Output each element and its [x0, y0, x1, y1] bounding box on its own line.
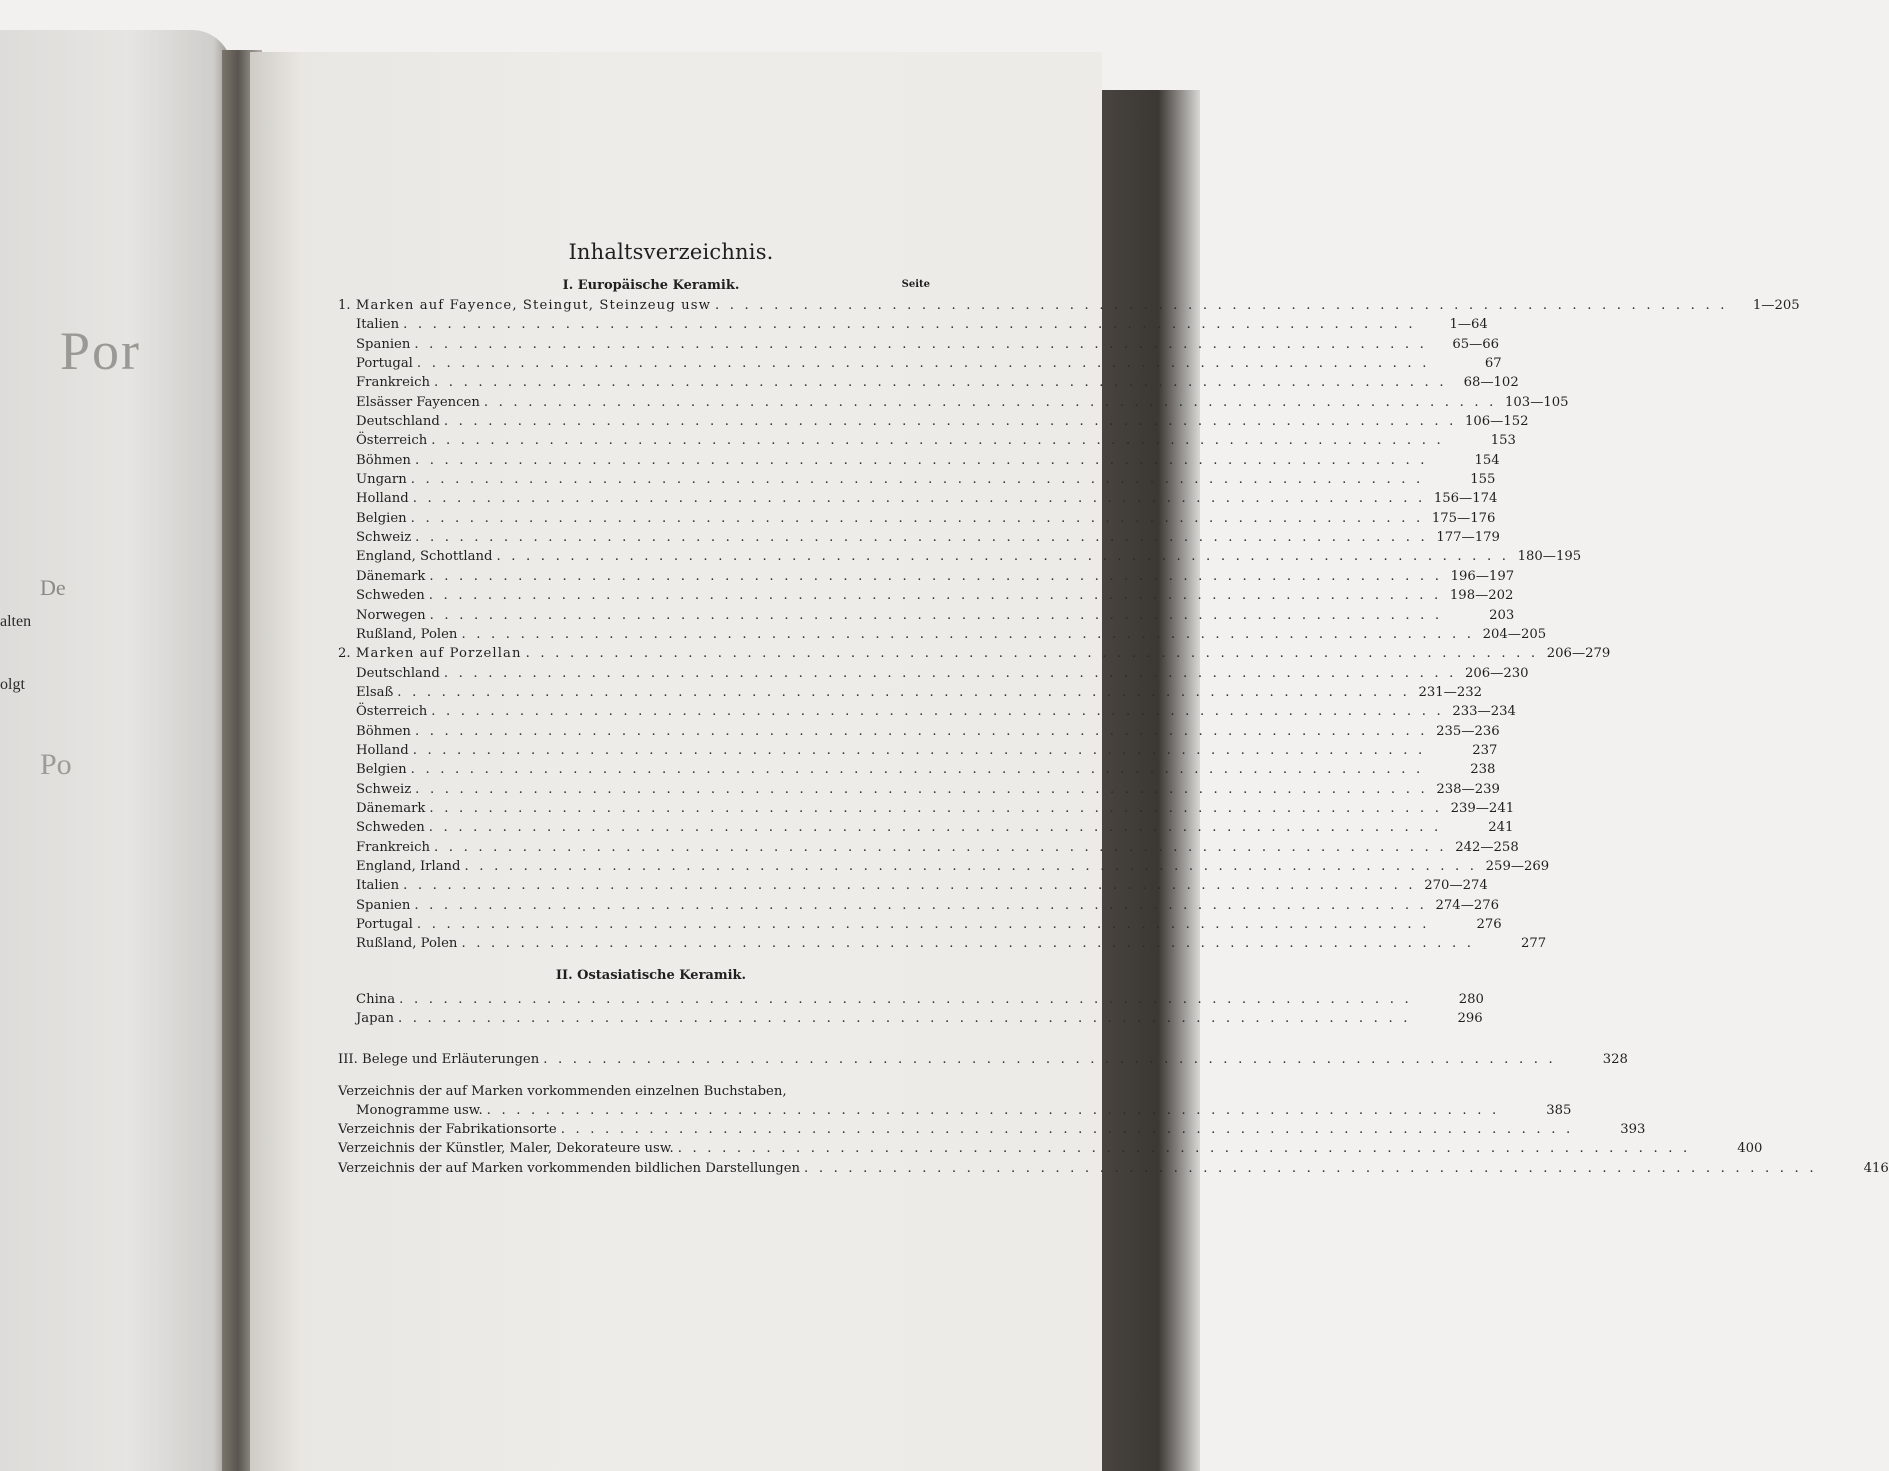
toc-entry-pages: 328: [1602, 1052, 1628, 1068]
toc-entry-pages: 156—174: [1433, 491, 1498, 507]
toc-entry-row: [338, 762, 1496, 781]
toc-entry-label: Rußland, Polen: [356, 626, 458, 642]
toc-entry-row: [338, 723, 1500, 743]
toc-entry-label: Schweiz: [356, 781, 412, 797]
dot-leader: . . . . . . . . . . . . . . . . . . . . . . . . . . . . . . . . . . . . . . . . . . . . . . . . . . . . . . . . . . . . . . . . . . . . .: [428, 820, 1442, 836]
toc-entry-label: Schweden: [356, 820, 425, 836]
dot-leader: . . . . . . . . . . . . . . . . . . . . . . . . . . . . . . . . . . . . . . . . . . . . . . . . . . . . . . . . . . . . . . . . . . . . .: [483, 394, 1497, 410]
toc-entry-pages: 155: [1470, 472, 1496, 488]
toc-entry-row: [338, 375, 1519, 394]
toc-entry-row: [338, 1160, 1889, 1180]
toc-entry-label: Frankreich: [356, 375, 431, 391]
section-entries: [338, 665, 1550, 956]
toc-entry-row: [338, 991, 1484, 1011]
toc-entry-label: Verzeichnis der Fabrikationsorte: [338, 1122, 557, 1138]
toc-entry-label: Holland: [356, 491, 409, 507]
toc-entry-label: Spanien: [356, 897, 411, 913]
toc-entry-row: [338, 491, 1498, 510]
toc-entry-row: [338, 472, 1496, 491]
toc-entry-label: Böhmen: [356, 452, 411, 468]
table-of-contents: [338, 240, 1889, 1180]
toc-entry-row: [338, 549, 1582, 568]
left-page-fragment: Por: [60, 321, 142, 381]
toc-entry-row: [338, 1052, 1628, 1071]
toc-entry-row: [338, 336, 1500, 356]
toc-entry-row: [338, 820, 1514, 839]
dot-leader: . . . . . . . . . . . . . . . . . . . . . . . . . . . . . . . . . . . . . . . . . . . . . . . . . . . . . . . . . . . . . . . . . . . . .: [496, 549, 1510, 565]
toc-entry-pages: 180—195: [1517, 549, 1582, 565]
dot-leader: . . . . . . . . . . . . . . . . . . . . . . . . . . . . . . . . . . . . . . . . . . . . . . . . . . . . . . . . . . . . . . . . . . . . .: [416, 356, 1430, 372]
toc-entry-label: Verzeichnis der auf Marken vorkommenden einzelnen Buchstaben,: [338, 1083, 787, 1099]
toc-entry-pages: 1—205: [1752, 298, 1800, 313]
section-number: 1.: [338, 298, 351, 313]
toc-entry-label: Elsaß: [356, 684, 394, 700]
dot-leader: . . . . . . . . . . . . . . . . . . . . . . . . . . . . . . . . . . . . . . . . . . . . . . . . . . . . . . . . . . . . . . . . . . . . .: [403, 878, 1416, 894]
toc-entry-label: Belgien: [356, 510, 407, 526]
left-page: [0, 30, 232, 1471]
toc-entry-pages: 231—232: [1418, 684, 1482, 700]
toc-entry-label: Portugal: [356, 917, 413, 932]
toc-entry-label: Monogramme usw.: [356, 1102, 483, 1118]
section-entries: [338, 991, 1484, 1031]
toc-entry-row: [338, 1141, 1763, 1160]
section-number: 2.: [338, 646, 351, 662]
toc-entry-pages: 238—239: [1436, 781, 1500, 797]
dot-leader: . . . . . . . . . . . . . . . . . . . . . . . . . . . . . . . . . . . . . . . . . . . . . . . . . . . . . . . . . . . . . . . . . . . . .: [525, 646, 1539, 662]
toc-entry-label: Norwegen: [356, 607, 426, 623]
dot-leader: . . . . . . . . . . . . . . . . . . . . . . . . . . . . . . . . . . . . . . . . . . . . . . . . . . . . . . . . . . . . . . . . . . . . .: [412, 491, 1426, 507]
toc-entry-pages: 106—152: [1465, 414, 1529, 430]
dot-leader: . . . . . . . . . . . . . . . . . . . . . . . . . . . . . . . . . . . . . . . . . . . . . . . . . . . . . . . . . . . . . . . . . . . . .: [486, 1102, 1500, 1118]
toc-entry-label: Verzeichnis der Künstler, Maler, Dekorateure usw.: [338, 1141, 674, 1157]
toc-entry-row: [338, 1122, 1646, 1141]
dot-leader: . . . . . . . . . . . . . . . . . . . . . . . . . . . . . . . . . . . . . . . . . . . . . . . . . . . . . . . . . . . . . . . . . . . . .: [434, 375, 1447, 391]
toc-entry-row: [338, 394, 1569, 414]
toc-entry-row: [338, 356, 1502, 375]
toc-entry-label: Rußland, Polen: [356, 936, 458, 952]
toc-entry-label: Böhmen: [356, 723, 411, 739]
toc-entry-row: [338, 936, 1547, 955]
toc-entry-label: Schweden: [356, 588, 425, 604]
toc-entry-pages: 206—279: [1546, 646, 1611, 662]
toc-entry-pages: 277: [1520, 936, 1547, 952]
toc-entry-label: Schweiz: [356, 530, 412, 546]
toc-entry-row: [338, 704, 1516, 723]
dot-leader: . . . . . . . . . . . . . . . . . . . . . . . . . . . . . . . . . . . . . . . . . . . . . . . . . . . . . . . . . . . . . . . . . . . . .: [429, 607, 1443, 623]
dot-leader: . . . . . . . . . . . . . . . . . . . . . . . . . . . . . . . . . . . . . . . . . . . . . . . . . . . . . . . . . . . . . . . . . . . . .: [443, 665, 1457, 681]
toc-entry-pages: 385: [1546, 1102, 1572, 1118]
toc-entry-label: Verzeichnis der auf Marken vorkommenden bildlichen Darstellungen: [338, 1160, 801, 1176]
dot-leader: . . . . . . . . . . . . . . . . . . . . . . . . . . . . . . . . . . . . . . . . . . . . . . . . . . . . . . . . . . . . . . . . . . . . .: [397, 684, 1410, 700]
dot-leader: . . . . . . . . . . . . . . . . . . . . . . . . . . . . . . . . . . . . . . . . . . . . . . . . . . . . . . . . . . . . . . . . . . . . .: [543, 1052, 1556, 1068]
section-title: Marken auf Fayence, Steingut, Steinzeug usw: [355, 298, 711, 313]
toc-entry-label: Ungarn: [356, 472, 407, 488]
seite-label: Seite: [901, 279, 930, 290]
toc-entry-pages: 153: [1490, 433, 1516, 449]
toc-entry-pages: 203: [1489, 607, 1515, 623]
toc-entry-row: [338, 626, 1547, 646]
dot-leader: . . . . . . . . . . . . . . . . . . . . . . . . . . . . . . . . . . . . . . . . . . . . . . . . . . . . . . . . . . . . . . . . . . . . .: [415, 530, 1428, 546]
toc-entry-row: [338, 665, 1529, 685]
dot-leader: . . . . . . . . . . . . . . . . . . . . . . . . . . . . . . . . . . . . . . . . . . . . . . . . . . . . . . . . . . . . . . . . . . . . .: [443, 414, 1457, 430]
toc-entry-pages: 239—241: [1450, 800, 1515, 816]
toc-entry-pages: 280: [1458, 991, 1484, 1007]
toc-entry-pages: 296: [1457, 1011, 1483, 1027]
section-entries: [338, 317, 1582, 646]
toc-entry-pages: 259—269: [1485, 858, 1550, 874]
toc-entry-row: [338, 858, 1550, 878]
toc-entry-pages: 198—202: [1449, 588, 1514, 604]
toc-entry-pages: 238: [1470, 762, 1496, 778]
dot-leader: . . . . . . . . . . . . . . . . . . . . . . . . . . . . . . . . . . . . . . . . . . . . . . . . . . . . . . . . . . . . . . . . . . . . .: [461, 936, 1475, 952]
toc-entry-row: [338, 839, 1519, 859]
toc-entry-pages: 196—197: [1450, 568, 1515, 584]
toc-entry-pages: 270—274: [1424, 878, 1488, 894]
left-page-fragment: olgt: [0, 676, 25, 693]
toc-entry-label: Dänemark: [356, 800, 426, 816]
left-page-fragment: Po: [40, 748, 72, 781]
toc-entry-label: China: [356, 991, 396, 1007]
toc-entry-pages: 393: [1620, 1122, 1646, 1138]
toc-entry-label: Japan: [356, 1011, 394, 1027]
toc-entry-label: Deutschland: [356, 414, 440, 430]
dot-leader: . . . . . . . . . . . . . . . . . . . . . . . . . . . . . . . . . . . . . . . . . . . . . . . . . . . . . . . . . . . . . . . . . . . . .: [560, 1122, 1574, 1138]
toc-entry-pages: 235—236: [1436, 723, 1500, 739]
dot-leader: . . . . . . . . . . . . . . . . . . . . . . . . . . . . . . . . . . . . . . . . . . . . . . . . . . . . . . . . . . . . . . . . . . . . .: [464, 858, 1478, 874]
toc-entry-row: [338, 917, 1502, 936]
dot-leader: . . . . . . . . . . . . . . . . . . . . . . . . . . . . . . . . . . . . . . . . . . . . . . . . . . . . . . . . . . . . . . . . . . . . .: [412, 742, 1426, 758]
toc-entry-label: England, Irland: [356, 858, 461, 874]
toc-entry-label: [338, 298, 711, 313]
dot-leader: . . . . . . . . . . . . . . . . . . . . . . . . . . . . . . . . . . . . . . . . . . . . . . . . . . . . . . . . . . . . . . . . . . . . .: [414, 452, 1428, 468]
part-heading-label: I. Europäische Keramik.: [562, 278, 740, 293]
toc-entry-row: [338, 1102, 1572, 1122]
toc-entry-pages: 233—234: [1452, 704, 1516, 720]
toc-entry-row: [338, 433, 1516, 452]
dot-leader: . . . . . . . . . . . . . . . . . . . . . . . . . . . . . . . . . . . . . . . . . . . . . . . . . . . . . . . . . . . . . . . . . . . . .: [714, 298, 1728, 313]
toc-entry-row: [338, 568, 1515, 588]
toc-entry-pages: 1—64: [1449, 317, 1488, 333]
toc-entry-row: [338, 742, 1498, 762]
toc-entry-row: [338, 510, 1496, 530]
toc-entry-label: Dänemark: [356, 568, 426, 584]
toc-entry-pages: 416: [1863, 1160, 1889, 1176]
toc-entry-row: [338, 800, 1515, 820]
toc-entry-row: [338, 588, 1514, 607]
dot-leader: . . . . . . . . . . . . . . . . . . . . . . . . . . . . . . . . . . . . . . . . . . . . . . . . . . . . . . . . . . . . . . . . . . . . .: [414, 336, 1428, 352]
toc-section-row: [338, 298, 1800, 317]
toc-entry-row: [338, 1011, 1483, 1030]
dot-leader: . . . . . . . . . . . . . . . . . . . . . . . . . . . . . . . . . . . . . . . . . . . . . . . . . . . . . . . . . . . . . . . . . . . . .: [804, 1160, 1817, 1176]
dot-leader: . . . . . . . . . . . . . . . . . . . . . . . . . . . . . . . . . . . . . . . . . . . . . . . . . . . . . . . . . . . . . . . . . . . . .: [414, 723, 1428, 739]
section-title: Marken auf Porzellan: [355, 646, 522, 662]
toc-entry-pages: 237: [1472, 742, 1498, 758]
toc-entry-label: Frankreich: [356, 839, 431, 855]
dot-leader: . . . . . . . . . . . . . . . . . . . . . . . . . . . . . . . . . . . . . . . . . . . . . . . . . . . . . . . . . . . . . . . . . . . . .: [429, 568, 1443, 584]
toc-entry-row: [338, 452, 1500, 472]
dot-leader: . . . . . . . . . . . . . . . . . . . . . . . . . . . . . . . . . . . . . . . . . . . . . . . . . . . . . . . . . . . . . . . . . . . . .: [410, 472, 1424, 488]
dot-leader: . . . . . . . . . . . . . . . . . . . . . . . . . . . . . . . . . . . . . . . . . . . . . . . . . . . . . . . . . . . . . . . . . . . . .: [414, 897, 1428, 913]
toc-entry-label: Portugal: [356, 356, 413, 372]
toc-entry-label: Österreich: [356, 433, 428, 449]
left-page-fragment: De: [40, 575, 66, 600]
dot-leader: . . . . . . . . . . . . . . . . . . . . . . . . . . . . . . . . . . . . . . . . . . . . . . . . . . . . . . . . . . . . . . . . . . . . .: [410, 510, 1424, 526]
toc-entry-row: [338, 781, 1500, 801]
part-heading-label: II. Ostasiatische Keramik.: [555, 967, 747, 983]
dot-leader: . . . . . . . . . . . . . . . . . . . . . . . . . . . . . . . . . . . . . . . . . . . . . . . . . . . . . . . . . . . . . . . . . . . . .: [397, 1011, 1411, 1027]
toc-entry-row: [338, 530, 1500, 549]
dot-leader: . . . . . . . . . . . . . . . . . . . . . . . . . . . . . . . . . . . . . . . . . . . . . . . . . . . . . . . . . . . . . . . . . . . . .: [415, 781, 1428, 797]
toc-entry-label: Italien: [356, 317, 400, 333]
toc-entry-label: III. Belege und Erläuterungen: [338, 1052, 540, 1068]
toc-entry-pages: 103—105: [1505, 394, 1569, 410]
toc-entry-row: [338, 897, 1500, 917]
toc-entry-pages: 242—258: [1455, 839, 1519, 855]
toc-entry-label: Österreich: [356, 704, 428, 720]
index-entries: [338, 1122, 1889, 1180]
toc-entry-pages: 65—66: [1452, 336, 1500, 352]
dot-leader: . . . . . . . . . . . . . . . . . . . . . . . . . . . . . . . . . . . . . . . . . . . . . . . . . . . . . . . . . . . . . . . . . . . . .: [399, 991, 1412, 1007]
toc-section-row: [338, 646, 1611, 665]
part-heading: [338, 968, 964, 988]
dot-leader: . . . . . . . . . . . . . . . . . . . . . . . . . . . . . . . . . . . . . . . . . . . . . . . . . . . . . . . . . . . . . . . . . . . . .: [461, 626, 1475, 642]
toc-entry-label: Elsässer Fayencen: [356, 394, 480, 410]
dot-leader: . . . . . . . . . . . . . . . . . . . . . . . . . . . . . . . . . . . . . . . . . . . . . . . . . . . . . . . . . . . . . . . . . . . . .: [428, 588, 1442, 604]
toc-entry-pages: 177—179: [1436, 530, 1500, 546]
toc-entry-pages: 276: [1476, 917, 1502, 932]
dot-leader: . . . . . . . . . . . . . . . . . . . . . . . . . . . . . . . . . . . . . . . . . . . . . . . . . . . . . . . . . . . . . . . . . . . . .: [431, 704, 1444, 720]
toc-entry-pages: 175—176: [1431, 510, 1496, 526]
page-title: Inhaltsverzeichnis.: [568, 240, 774, 264]
toc-entry-row: [338, 684, 1482, 704]
toc-entry-row: [338, 317, 1488, 336]
toc-entry-label: Italien: [356, 878, 400, 894]
toc-entry-pages: 206—230: [1465, 665, 1529, 681]
dot-leader: . . . . . . . . . . . . . . . . . . . . . . . . . . . . . . . . . . . . . . . . . . . . . . . . . . . . . . . . . . . . . . . . . . . . .: [410, 762, 1424, 778]
dot-leader: . . . . . . . . . . . . . . . . . . . . . . . . . . . . . . . . . . . . . . . . . . . . . . . . . . . . . . . . . . . . . . . . . . . . .: [429, 800, 1443, 816]
toc-entry-label: England, Schottland: [356, 549, 493, 565]
toc-entry-row: [338, 607, 1515, 627]
dot-leader: . . . . . . . . . . . . . . . . . . . . . . . . . . . . . . . . . . . . . . . . . . . . . . . . . . . . . . . . . . . . . . . . . . . . .: [434, 839, 1447, 855]
toc-entry-label: Belgien: [356, 762, 407, 778]
part-heading: [338, 278, 964, 298]
toc-entry-pages: 204—205: [1482, 626, 1547, 642]
toc-entry-label: Deutschland: [356, 665, 440, 681]
dot-leader: . . . . . . . . . . . . . . . . . . . . . . . . . . . . . . . . . . . . . . . . . . . . . . . . . . . . . . . . . . . . . . . . . . . . .: [431, 433, 1444, 449]
dot-leader: . . . . . . . . . . . . . . . . . . . . . . . . . . . . . . . . . . . . . . . . . . . . . . . . . . . . . . . . . . . . . . . . . . . . .: [403, 317, 1416, 333]
toc-entry-label: Spanien: [356, 336, 411, 352]
toc-entry-pages: 400: [1737, 1141, 1763, 1157]
left-page-fragment: alten: [0, 613, 32, 630]
toc-entry-pages: 67: [1484, 356, 1502, 372]
dot-leader: . . . . . . . . . . . . . . . . . . . . . . . . . . . . . . . . . . . . . . . . . . . . . . . . . . . . . . . . . . . . . . . . . . . . .: [677, 1141, 1691, 1157]
toc-entry-label: Holland: [356, 742, 409, 758]
toc-entry-label: [338, 646, 522, 661]
toc-entry-pages: 154: [1474, 452, 1500, 468]
toc-entry-row: [338, 878, 1488, 897]
dot-leader: . . . . . . . . . . . . . . . . . . . . . . . . . . . . . . . . . . . . . . . . . . . . . . . . . . . . . . . . . . . . . . . . . . . . .: [416, 917, 1430, 932]
toc-entry-pages: 68—102: [1463, 375, 1519, 391]
toc-entry-pages: 274—276: [1435, 897, 1500, 913]
toc-entry-pages: 241: [1488, 820, 1514, 836]
toc-entry-row: [338, 414, 1529, 433]
